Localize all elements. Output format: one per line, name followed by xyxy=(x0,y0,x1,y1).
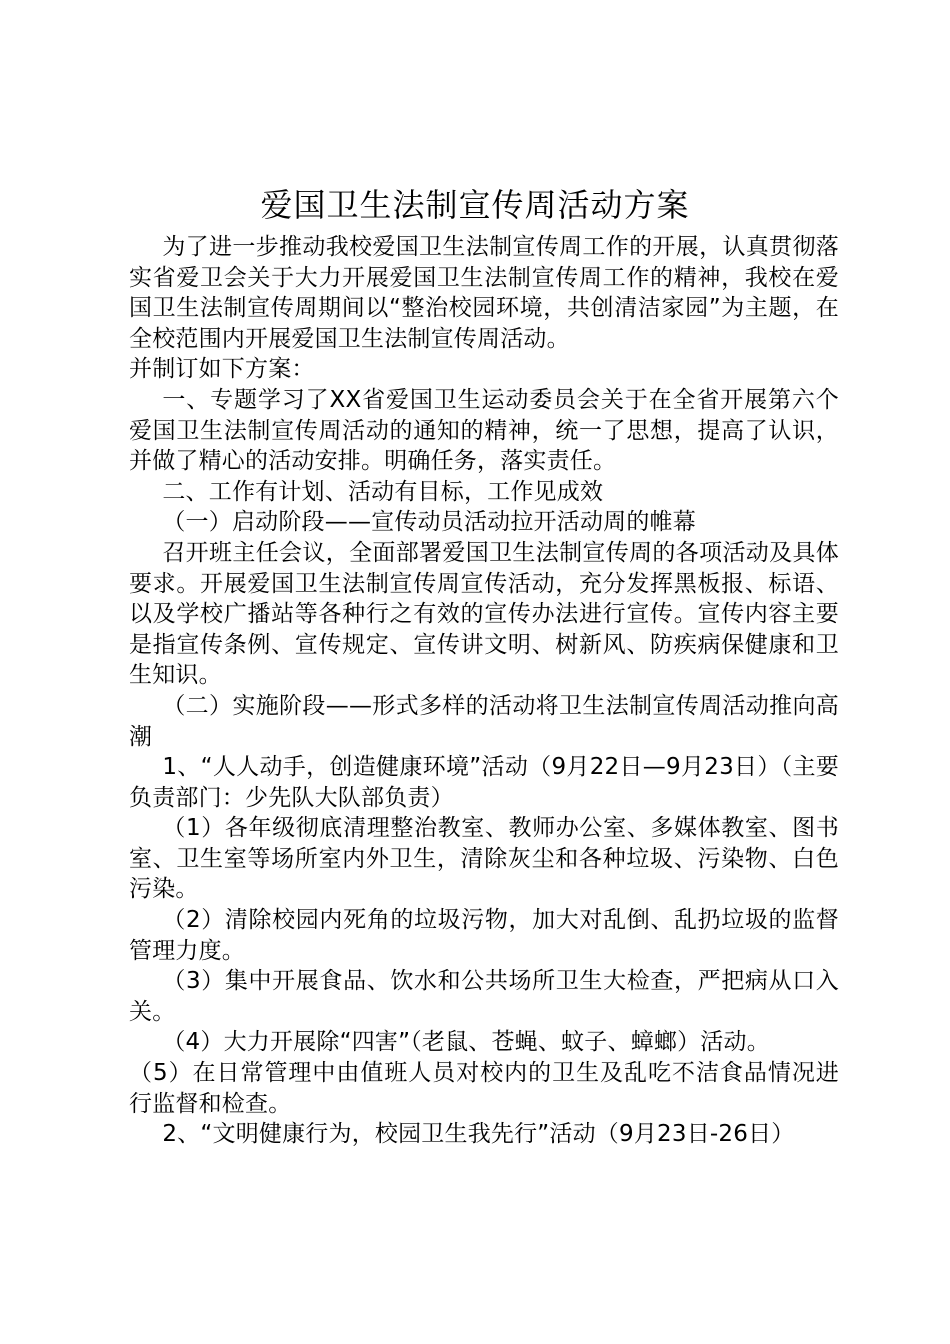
paragraph-item-5: （5）在日常管理中由值班人员对校内的卫生及乱吃不洁食品情况进行监督和检查。 xyxy=(129,1060,839,1117)
paragraph-activity-2: 2、“文明健康行为，校园卫生我先行”活动（9月23日-26日） xyxy=(162,1121,795,1148)
paragraph-phase-2-heading: （二）实施阶段——形式多样的活动将卫生法制宣传周活动推向高潮 xyxy=(129,692,839,750)
paragraph-item-3: （3）集中开展食品、饮水和公共场所卫生大检查，严把病从口入关。 xyxy=(129,968,839,1025)
paragraph-section-2: 二、工作有计划、活动有目标，工作见成效 xyxy=(162,478,604,505)
document-title: 爱国卫生法制宣传周活动方案 xyxy=(260,186,690,224)
paragraph-phase-1-body: 召开班主任会议，全面部署爱国卫生法制宣传周的各项活动及具体要求。开展爱国卫生法制宣传周宣传活动，充分发挥黑板报、标语、以及学校广播站等各种行之有效的宣传办法进行宣传。宣传内容主要是指宣传条例、宣传规定、宣传讲文明、树新风、防疾病保健康和卫生知识。 xyxy=(129,539,839,689)
paragraph-item-1: （1）各年级彻底清理整治教室、教师办公室、多媒体教室、图书室、卫生室等场所室内外卫生，清除灰尘和各种垃圾、污染物、白色污染。 xyxy=(129,815,839,903)
paragraph-item-2: （2）清除校园内死角的垃圾污物，加大对乱倒、乱扔垃圾的监督管理力度。 xyxy=(129,907,839,964)
paragraph-intro: 为了进一步推动我校爱国卫生法制宣传周工作的开展，认真贯彻落实省爱卫会关于大力开展爱国卫生法制宣传周工作的精神，我校在爱国卫生法制宣传周期间以“整治校园环境，共创清洁家园”为主题，在全校范围内开展爱国卫生法制宣传周活动。 xyxy=(129,234,839,352)
paragraph-plan-lead: 并制订如下方案： xyxy=(129,356,315,383)
paragraph-section-1: 一、专题学习了XX省爱国卫生运动委员会关于在全省开展第六个爱国卫生法制宣传周活动的通知的精神，统一了思想，提高了认识，并做了精心的活动安排。明确任务，落实责任。 xyxy=(129,386,839,475)
paragraph-item-4: （4）大力开展除“四害”（老鼠、苍蝇、蚊子、蟑螂）活动。 xyxy=(162,1029,770,1056)
document-body xyxy=(129,232,839,1150)
paragraph-activity-1: 1、“人人动手，创造健康环境”活动（9月22日—9月23日）（主要负责部门：少先队大队部负责） xyxy=(129,754,839,811)
paragraph-phase-1-heading: （一）启动阶段——宣传动员活动拉开活动周的帷幕 xyxy=(162,509,696,536)
